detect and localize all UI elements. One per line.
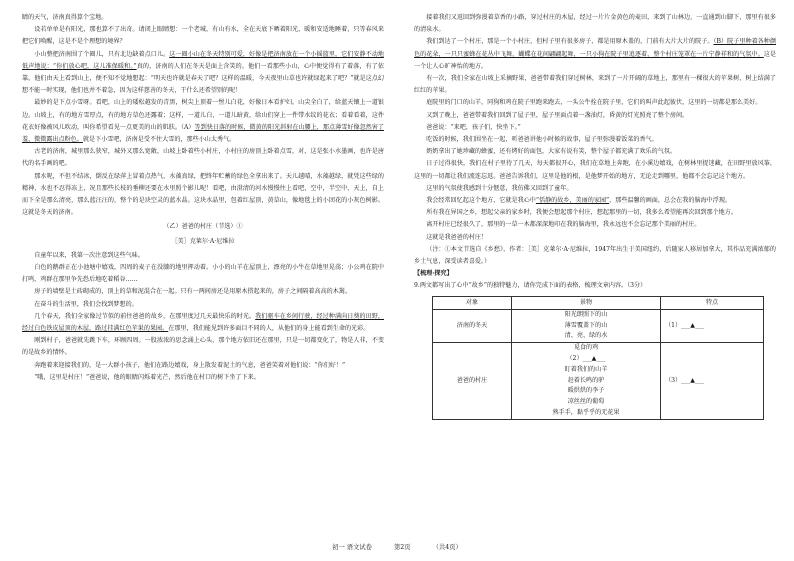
scene-cell: [512, 309, 661, 342]
paragraph: 这里的气氛使我感到十分惬意，我仿佛又回到了童年。: [426, 184, 573, 192]
paragraph: 这就是我爸爸的村庄！: [426, 233, 488, 241]
scene-item: 薄雪覆盖下的山: [564, 321, 608, 329]
footer-subject: 初一 语文试卷: [332, 544, 372, 551]
paragraph: 又到了晚上，爸爸带着我们回到了屋子里，屋子里面点着一盏油灯，昏黄的灯光照亮了整个房间。: [426, 111, 689, 119]
paragraph: 我会经常回忆起这个地方，它就是我心中“恬静的故乡，美丽的家园”，那些温馨的画面，总会在我的脑海中浮现。: [426, 197, 732, 205]
article-author: ［美］克莱尔·A·尼维拉: [171, 237, 235, 245]
table-header: 对象: [433, 296, 512, 309]
object-cell: 爸爸的村庄: [433, 343, 512, 420]
paragraph: 设若单单是有阳光，那也算不了出奇。请闭上眼睛想：一个老城，有山有水，全在天底下晒着阳光，暖和安适地睡着，只等春风来把它们唤醒，这是不是个理想的境界？: [22, 26, 384, 46]
underlined-sentence: 等到快日落的时候，微黄的阳光斜射在山腰上，那点薄雪好像忽然害了羞，微微露出点粉色。: [22, 123, 385, 144]
section-heading: 【梳理·探究】: [414, 270, 453, 278]
footer-total: （共4页）: [432, 544, 462, 551]
paragraph: 接着我们又返回到弥漫着草香的小路，穿过村庄的木屋，经过一片片金黄色的麦田，来到了山林边，一直通到山脚下，那里有很多的清泉水。: [414, 14, 776, 34]
question-9: 9.两文都写出了心中“故乡”的独特魅力，请你完成下面的表格，梳理文章内容。（3分）: [414, 282, 647, 290]
scene-item: 阳光朗照下的山: [564, 310, 608, 318]
underlined-sentence: 这一圈小山在冬天特别可爱，好像是把济南放在一个小摇篮里，它们安静不动地低声地说：“你们放心吧，这儿准保暖和。”: [22, 50, 385, 70]
underlined-phrase: “恬静的故乡，美丽的家园”: [535, 197, 610, 205]
scene-item: 赶着长鸣的驴: [567, 376, 605, 384]
paragraph: 所有我在异国之乡，想起父亲的家乡时，我便会想起那个村庄，想起那里的一切，我多么希望能再次回到那个地方。: [426, 209, 737, 217]
paragraph: 有一次，我们全家在山坡上采摘野果，爸爸带着我们穿过树林，来到了一片开阔的草地上，那里有一棵很大的苹果树，树上结满了红红的苹果。: [414, 75, 776, 95]
paragraph: 古老的济南，城里那么狭窄，城外又那么宽敞，山坡上卧着些小村庄，小村庄的房顶上卧着点雪，对，这是张小水墨画，也许是唐代的名手画的吧。: [22, 148, 384, 168]
answer-blank-3[interactable]: （3）___▲___: [661, 343, 764, 420]
scene-item: 盯着我们的山羊: [564, 365, 608, 373]
left-column: [22, 12, 384, 384]
paragraph: 最妙的是下点小雪呀。看吧，山上的矮松越发的青黑，树尖上顶着一髻儿白花，好像日本看护妇。山尖全白了，给蓝天镶上一道银边。山坡上，有的地方雪厚点，有的地方草色还露着；这样，一道儿白，一道儿暗黄，给山们穿上一件带水纹的花衣；看着看着，这件花衣好像被风儿吹动，叫你希望看见一点更美的山的肌肤。（A）等到快日落的时候，微黄的阳光斜射在山腰上，那点薄雪好像忽然害了羞，微微露出点粉色。就是下小雪吧，济南是受不住大雪的，那些小山太秀气。: [22, 99, 385, 144]
footer-page: 第2页: [393, 544, 411, 551]
object-cell: 济南的冬天: [433, 309, 512, 342]
table-row: [433, 343, 764, 420]
paragraph: 我们到达了一个村庄，那是一个小村庄，但村子里有很多房子，都是用原木盖的，门前有大片大片的院子。（B）院子里种着各种颜色的花朵，一只只蜜蜂在花丛中飞舞，蝴蝶在花间翩翩起舞，一只小狗在院子里追逐着，整个村庄笼罩在一片宁静祥和的气氛中。这是一个让人心旷神怡的地方。: [414, 38, 777, 70]
paragraph: 房子的墙壁是土砖砌成的，顶上的草和泥混合在一起。只有一两间房还是用原木搭起来的，房子之间隔着高高的木篱。: [34, 288, 352, 296]
table-header: 景物: [512, 296, 661, 309]
paragraph: 在奋斗的生活里，我们会找到梦想的。: [34, 300, 138, 308]
paragraph: 吃饭的时候，我们围坐在一起，听爸爸讲他小时候的故事，屋子里弥漫着饭菜的香气。: [426, 136, 658, 144]
answer-blank-2[interactable]: （2）___▲___: [566, 355, 606, 363]
scene-item: 熟手手，黏乎乎的无花果: [552, 409, 620, 417]
scene-cell: [512, 343, 661, 420]
paragraph: 离开村庄已经很久了，那里的一草一木都深深地印在我的脑海里，我永远也不会忘记那个美丽的村庄。: [426, 221, 701, 229]
underlined-sentence: 我们驱车在乡间行驶，经过种满向日葵的田野，经过白色铁皮屋顶的木屋，路过挂满红色苹果的果园。: [22, 312, 385, 333]
scene-item: 觅食的鸡: [573, 344, 599, 352]
table-header: 特点: [661, 296, 764, 309]
paragraph: 刚到村子，爸爸就先跳下车，环顾四周。一股浓浓的思念涌上心头，那个地方依旧还在那里，只是一切都变化了，物是人非，不变的是故乡的情怀。: [22, 337, 384, 357]
paragraph: 日子过得很快，我们在村子里待了几天，每天都很开心，我们在草地上奔跑，在小溪边嬉戏，在树林里捉迷藏，在田野里放风筝，这里的一切都让我们流连忘返。爸爸告诉我们，这里是他的根，是他梦开始的地方，无论走到哪里，他都不会忘记这个地方。: [414, 160, 776, 180]
scene-item: 凉丝丝的葡萄: [567, 398, 605, 406]
paragraph: 几个春天，我们全家像过节似的前往爸爸的故乡，在那里度过几天最快乐的时光。我们驱车在乡间行驶，经过种满向日葵的田野，经过白色铁皮屋顶的木屋，路过挂满红色苹果的果园。在那里，我们能见到许多面目不同的人，从他们的身上能看到生命的光彩。: [22, 312, 385, 333]
paragraph: 奔跑着来迎接我们的，是一大群小孩子，他们在路边嬉戏，身上散发着泥土的气息，爸爸笑着对他们说：“你们好！”: [34, 361, 346, 369]
paragraph: 自童年以来，我第一次注意到这些气味。: [34, 251, 144, 259]
paragraph: 爸爸说：“来吧，孩子们，快坐下。”: [426, 123, 521, 131]
paragraph: 那水呢，不但不结冰，倒反在绿萍上冒着点热气，水藻真绿，把终年贮蓄的绿色全拿出来了。天儿越晴，水藻越绿，就凭这些绿的精神，水也不忍得冻上，况且那些长枝的垂柳还要在水里照个影儿呢！看吧，由澄清的河水慢慢往上看吧，空中，半空中，天上，自上而下全是那么清亮，那么蓝汪汪的，整个的是块空灵的蓝水晶。这块水晶里，包着红屋顶，黄草山，像地毯上的小团花的小灰色树影。这就是冬天的济南。: [22, 172, 384, 217]
paragraph: 奶奶拿出了她珍藏的蜂蜜，还有烤好的面包，大家有说有笑，整个屋子都充满了欢乐的气氛。: [426, 148, 677, 156]
page-footer: [0, 542, 794, 551]
paragraph: 白色的鹅群正在小池塘中嬉戏，四周的麦子在没膝的地里挥动着。小小的山羊在屋顶上，漂亮的小牛在草地里晃荡；小公鸡在院中打鸣，鸡群在那里争先恐后地吃着稻谷……: [22, 264, 384, 284]
summary-table: [432, 296, 764, 420]
paragraph: 小山整把济南围了个圈儿，只有北边缺着点口儿。这一圈小山在冬天特别可爱，好像是把济南放在一个小摇篮里，它们安静不动地低声地说：“你们放心吧，这儿准保暖和。”真的，济南的人们在冬天是面上含笑的。他们一看那些小山，心中便觉得有了着落，有了依靠。他们由天上看到山上，便不知不觉地想起：“明天也许就是春天了吧？这样的温暖，今天夜里山草也许就绿起来了吧？”就是这点幻想不能一时实现，他们也并不着急，因为这样慈善的冬天，干什么还希望别的呢！: [22, 50, 385, 95]
footnote: （注：①本文节选自《乡愁》，作者：［美］克莱尔·A·尼维拉，1947年出生于美国纽约，后随家人移居加拿大，其作品充满浓郁的乡土气息，深受读者喜爱。）: [414, 245, 776, 266]
underlined-sentence: （B）院子里种着各种颜色的花朵，一只只蜜蜂在花丛中飞舞，蝴蝶在花间翩翩起舞，一只小狗在院子里追逐着，整个村庄笼罩在一片宁静祥和的气氛中。: [414, 38, 776, 58]
article-title: （乙）爸爸的村庄（节选）①: [163, 223, 243, 231]
scene-item: 清、亮、绿的水: [564, 332, 608, 340]
paragraph: 庭院里的门口的山羊，同狗和鸡在院子里跑来跑去，一头公牛拴在院子里，它们的叫声此起彼伏，这里的一切都是那么美好。: [426, 99, 762, 107]
right-column: [414, 12, 776, 420]
table-header-row: [433, 296, 764, 309]
table-row: [433, 309, 764, 342]
scene-item: 暖烘烘的李子: [567, 387, 605, 395]
answer-blank-1[interactable]: （1）___▲___: [661, 309, 764, 342]
paragraph: 睛的天气，济南真得算个宝地。: [22, 14, 108, 21]
paragraph: “哦，这里是村庄！”爸爸说，他的眼睛闪烁着光芒，然后他在村口的树下坐了下来。: [34, 373, 260, 381]
